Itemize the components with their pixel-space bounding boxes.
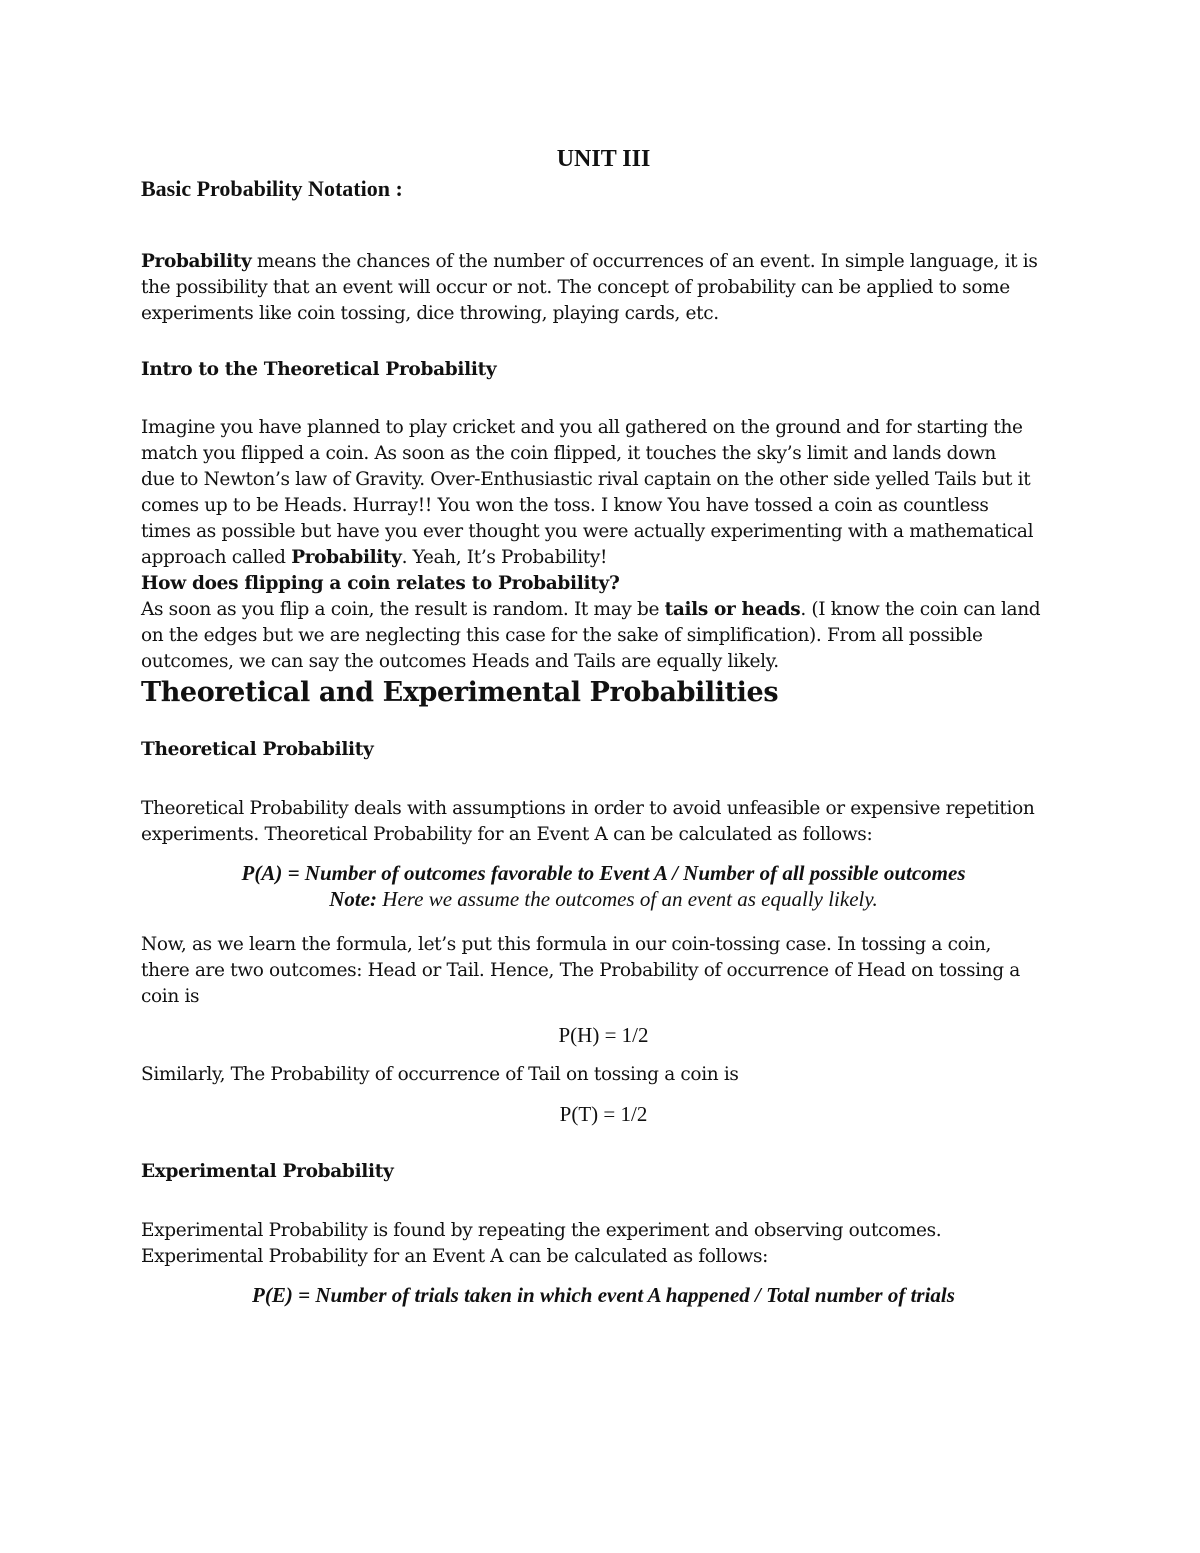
experimental-paragraph [141,1218,1066,1270]
intro-line-3: experiments like coin tossing, dice throwing, playing cards, etc. [141,303,719,324]
tail-line: Similarly, The Probability of occurrence of Tail on tossing a coin is [141,1064,739,1085]
answer-line-1-a: As soon as you flip a coin, the result is random. It may be [141,599,665,620]
intro-paragraph [141,249,1066,327]
answer-line-3: outcomes, we can say the outcomes Heads and Tails are equally likely. [141,651,779,672]
story-line-6 [141,545,1066,571]
probability-term: Probability [141,251,252,272]
heading-basic-probability-notation: Basic Probability Notation : [141,176,403,201]
answer-line-1-b: . (I know the coin can land [800,599,1041,620]
experimental-line-2: Experimental Probability for an Event A can be calculated as follows: [141,1246,768,1267]
story-line-4: comes up to be Heads. Hurray!! You won the toss. I know You have tossed a coin as countless [141,495,989,516]
story-line-5: times as possible but have you ever thought you were actually experimenting with a mathematical [141,521,1034,542]
coin-case-line-2: there are two outcomes: Head or Tail. Hence, The Probability of occurrence of Head on tossing a [141,960,1020,981]
coin-case-line-1: Now, as we learn the formula, let’s put this formula in our coin-tossing case. In tossing a coin, [141,934,992,955]
intro-line-1-text: means the chances of the number of occurrences of an event. In simple language, it is [251,251,1038,272]
theoretical-paragraph [141,796,1066,848]
experimental-line-1: Experimental Probability is found by repeating the experiment and observing outcomes. [141,1220,942,1241]
note-text: Here we assume the outcomes of an event as equally likely. [377,887,878,911]
heading-theoretical-and-experimental: Theoretical and Experimental Probabilities [141,677,779,708]
answer-line-1 [141,597,1066,623]
answer-line-2: on the edges but we are neglecting this case for the sake of simplification). From all possible [141,625,983,646]
theoretical-line-2: experiments. Theoretical Probability for an Event A can be calculated as follows: [141,824,873,845]
story-line-6-b: . Yeah, It’s Probability! [401,547,608,568]
heading-intro-theoretical: Intro to the Theoretical Probability [141,359,497,380]
formula-experimental: P(E) = Number of trials taken in which event A happened / Total number of trials [252,1283,955,1307]
heading-theoretical-probability: Theoretical Probability [141,739,374,760]
story-paragraph [141,415,1066,571]
heading-experimental-probability: Experimental Probability [141,1161,394,1182]
intro-line-1 [141,249,1066,275]
question-heading: How does flipping a coin relates to Probability? [141,573,620,594]
story-line-3: due to Newton’s law of Gravity. Over-Enthusiastic rival captain on the other side yelled Tails but it [141,469,1031,490]
coin-case-paragraph [141,932,1066,1010]
story-line-6-a: approach called [141,547,292,568]
probability-head-equation: P(H) = 1/2 [558,1023,649,1047]
intro-line-2: the possibility that an event will occur or not. The concept of probability can be applied to some [141,277,1010,298]
note-line [141,886,1066,912]
theoretical-line-1: Theoretical Probability deals with assumptions in order to avoid unfeasible or expensive repetition [141,798,1035,819]
formula-theoretical: P(A) = Number of outcomes favorable to Event A / Number of all possible outcomes [241,861,966,885]
probability-tail-equation: P(T) = 1/2 [559,1102,648,1126]
tails-or-heads-term: tails or heads [664,599,801,620]
note-label: Note: [329,887,378,911]
answer-paragraph [141,597,1066,675]
story-line-2: match you flipped a coin. As soon as the coin flipped, it touches the sky’s limit and lands down [141,443,996,464]
story-probability-term: Probability [291,547,402,568]
unit-title: UNIT III [556,146,651,172]
coin-case-line-3: coin is [141,986,200,1007]
document-page [141,142,1066,1308]
story-line-1: Imagine you have planned to play cricket and you all gathered on the ground and for starting the [141,417,1023,438]
